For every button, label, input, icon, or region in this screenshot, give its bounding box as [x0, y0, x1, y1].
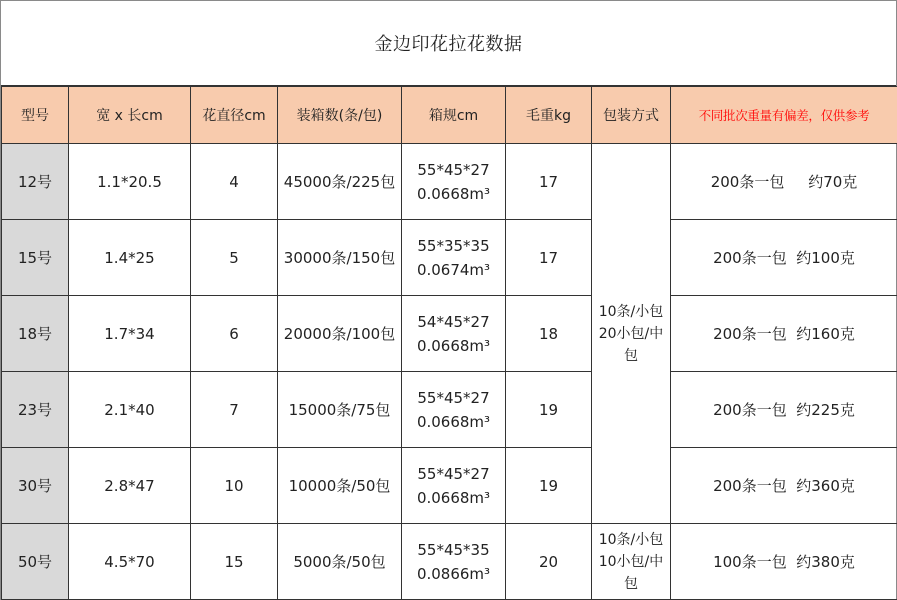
header-diameter: 花直径cm	[191, 87, 278, 144]
table-row	[2, 524, 897, 600]
cell-weight: 17	[506, 220, 592, 296]
cell-diameter: 5	[191, 220, 278, 296]
box-volume: 0.0668m³	[416, 184, 491, 203]
cell-model: 12号	[2, 144, 69, 220]
cell-box	[402, 372, 506, 448]
cell-quantity: 20000条/100包	[278, 296, 402, 372]
cell-box	[402, 296, 506, 372]
header-size: 宽 x 长cm	[69, 87, 191, 144]
cell-quantity: 5000条/50包	[278, 524, 402, 600]
box-dimensions: 55*45*27	[417, 464, 490, 483]
cell-size: 2.1*40	[69, 372, 191, 448]
cell-model: 18号	[2, 296, 69, 372]
packing-line: 10条/小包	[598, 303, 664, 320]
cell-note	[671, 448, 897, 524]
note-text: 200条一包 约225克	[713, 401, 855, 419]
cell-model: 23号	[2, 372, 69, 448]
cell-note	[671, 524, 897, 600]
table-row	[2, 372, 897, 448]
table-row	[2, 296, 897, 372]
cell-diameter: 6	[191, 296, 278, 372]
cell-size: 2.8*47	[69, 448, 191, 524]
table-row	[2, 144, 897, 220]
cell-diameter: 15	[191, 524, 278, 600]
header-model: 型号	[2, 87, 69, 144]
note-text: 200条一包 约360克	[713, 477, 855, 495]
packing-line: 包	[624, 575, 638, 592]
cell-note	[671, 296, 897, 372]
cell-weight: 17	[506, 144, 592, 220]
box-volume: 0.0674m³	[416, 260, 491, 279]
cell-size: 1.1*20.5	[69, 144, 191, 220]
note-text: 200条一包 约160克	[713, 325, 855, 343]
box-dimensions: 55*45*27	[417, 388, 490, 407]
box-dimensions: 54*45*27	[417, 312, 490, 331]
cell-note	[671, 372, 897, 448]
cell-diameter: 10	[191, 448, 278, 524]
cell-packing-group1	[592, 144, 671, 524]
cell-size: 1.7*34	[69, 296, 191, 372]
packing-line: 10小包/中	[598, 553, 664, 570]
box-dimensions: 55*45*35	[417, 540, 490, 559]
cell-quantity: 45000条/225包	[278, 144, 402, 220]
cell-weight: 20	[506, 524, 592, 600]
table-row	[2, 448, 897, 524]
cell-quantity: 10000条/50包	[278, 448, 402, 524]
cell-model: 15号	[2, 220, 69, 296]
box-dimensions: 55*45*27	[417, 160, 490, 179]
cell-model: 30号	[2, 448, 69, 524]
box-volume: 0.0668m³	[416, 412, 491, 431]
header-packing: 包装方式	[592, 87, 671, 144]
box-volume: 0.0866m³	[416, 564, 491, 583]
cell-diameter: 4	[191, 144, 278, 220]
cell-note	[671, 220, 897, 296]
cell-box	[402, 220, 506, 296]
header-weight: 毛重kg	[506, 87, 592, 144]
box-volume: 0.0668m³	[416, 488, 491, 507]
packing-line: 包	[624, 347, 638, 364]
note-text: 100条一包 约380克	[713, 553, 855, 571]
box-volume: 0.0668m³	[416, 336, 491, 355]
cell-packing-group2	[592, 524, 671, 600]
cell-diameter: 7	[191, 372, 278, 448]
cell-size: 1.4*25	[69, 220, 191, 296]
cell-box	[402, 524, 506, 600]
cell-size: 4.5*70	[69, 524, 191, 600]
cell-box	[402, 448, 506, 524]
note-text: 200条一包 约70克	[710, 173, 858, 191]
header-box: 箱规cm	[402, 87, 506, 144]
packing-line: 10条/小包	[598, 531, 664, 548]
cell-weight: 18	[506, 296, 592, 372]
data-table	[1, 86, 897, 600]
header-quantity: 装箱数(条/包)	[278, 87, 402, 144]
cell-weight: 19	[506, 372, 592, 448]
cell-note	[671, 144, 897, 220]
packing-line: 20小包/中	[598, 325, 664, 342]
box-dimensions: 55*35*35	[417, 236, 490, 255]
header-note: 不同批次重量有偏差，仅供参考	[671, 87, 897, 144]
cell-box	[402, 144, 506, 220]
cell-weight: 19	[506, 448, 592, 524]
cell-model: 50号	[2, 524, 69, 600]
cell-quantity: 30000条/150包	[278, 220, 402, 296]
note-text: 200条一包 约100克	[713, 249, 855, 267]
title-row	[1, 1, 896, 86]
header-row	[2, 87, 897, 144]
sheet-title: 金边印花拉花数据	[374, 34, 523, 55]
table-row	[2, 220, 897, 296]
cell-quantity: 15000条/75包	[278, 372, 402, 448]
